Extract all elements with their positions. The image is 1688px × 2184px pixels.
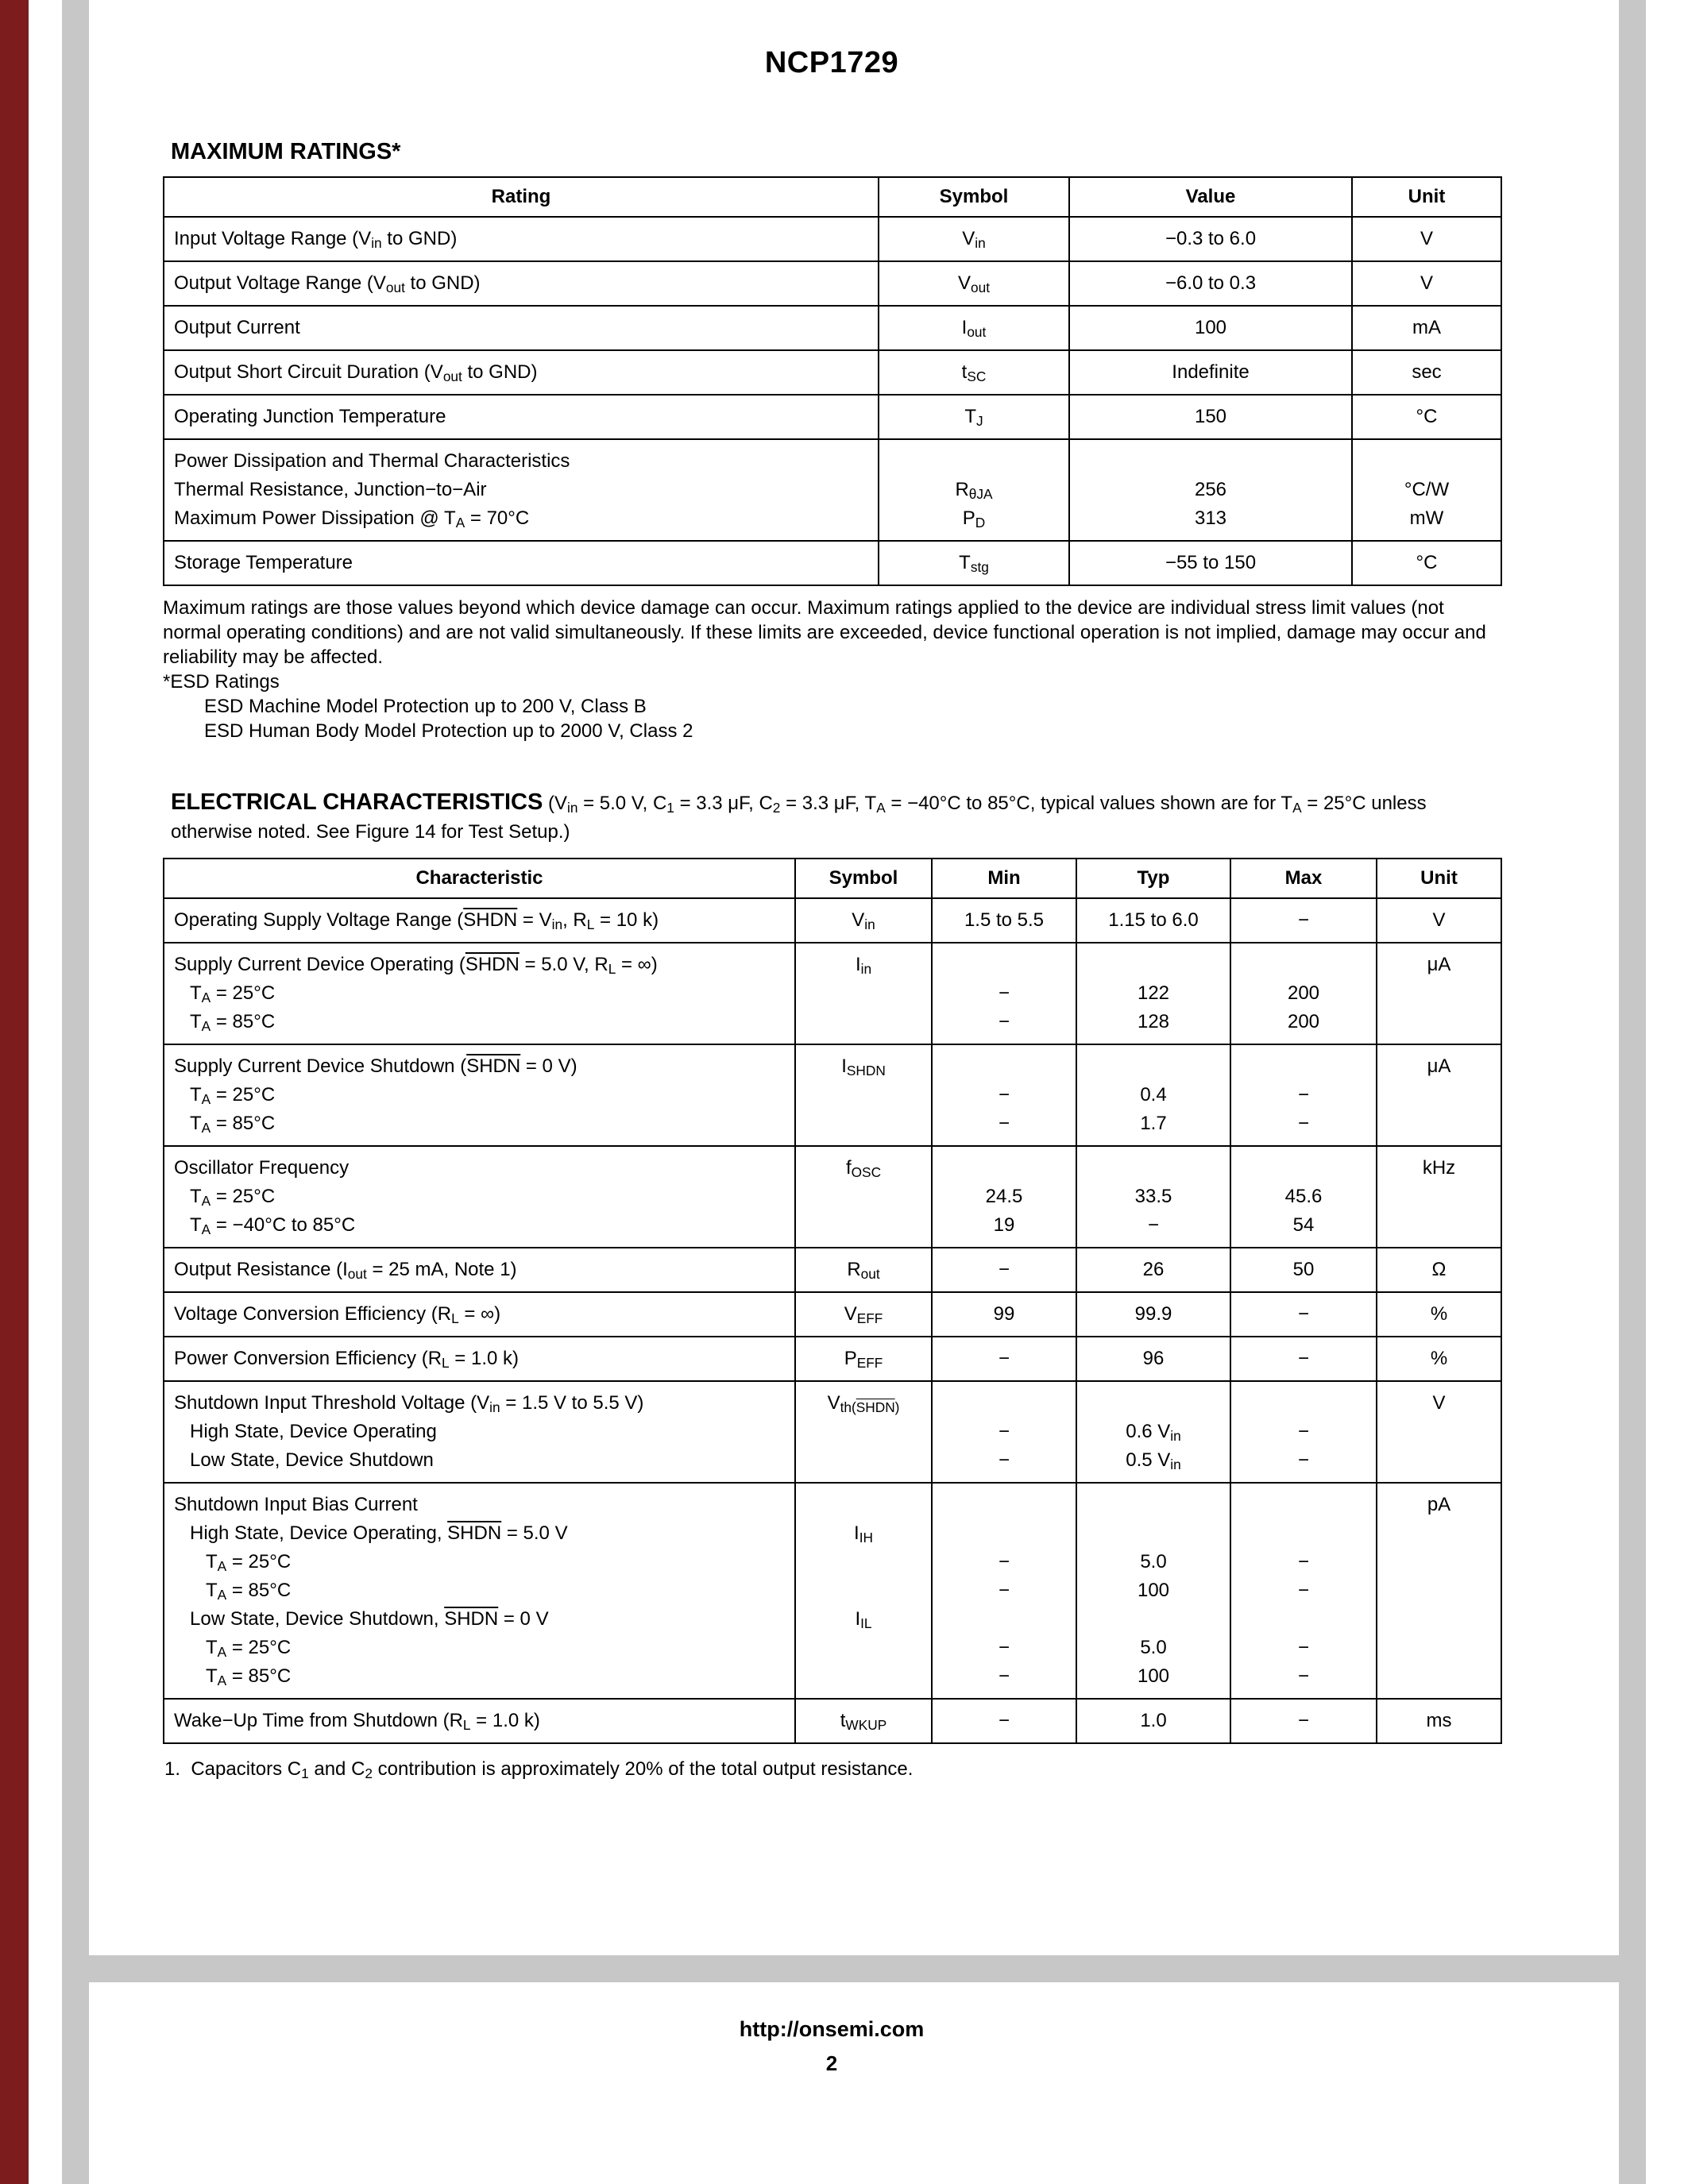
value-cell: −0.3 to 6.0 <box>1069 217 1352 261</box>
unit-cell: kHz <box>1377 1146 1501 1248</box>
typ-cell: 33.5 − <box>1076 1146 1230 1248</box>
unit-cell: % <box>1377 1337 1501 1381</box>
symbol-cell: $V_{EFF}$ <box>795 1292 932 1337</box>
max-cell: 50 <box>1230 1248 1377 1292</box>
onsemi-url-link[interactable]: http://onsemi.com <box>739 2017 925 2041</box>
unit-cell: V <box>1377 898 1501 943</box>
typ-cell: 1.0 <box>1076 1699 1230 1743</box>
max-ratings-note: Maximum ratings are those values beyond which device damage can occur. Maximum ratings applied to the device are individual stress limit values (not normal operating conditions) and are not valid simultaneously. If these limits are exceeded, device functional operation is not implied, damage may occur and reliability may be affected. <box>163 597 1486 668</box>
symbol-cell: $T_J$ <box>879 395 1069 439</box>
symbol-cell: $t_{SC}$ <box>879 350 1069 395</box>
max-cell: − <box>1230 1699 1377 1743</box>
max-ratings-row <box>164 261 1501 306</box>
ec-row <box>164 1248 1501 1292</box>
ec-row <box>164 898 1501 943</box>
unit-cell: % <box>1377 1292 1501 1337</box>
min-cell: − <box>932 1699 1076 1743</box>
min-cell: 24.5 19 <box>932 1146 1076 1248</box>
esd-human-body-note: ESD Human Body Model Protection up to 2000 V, Class 2 <box>204 720 693 742</box>
typ-cell: 1.15 to 6.0 <box>1076 898 1230 943</box>
unit-cell: μA <box>1377 943 1501 1044</box>
max-ratings-row <box>164 395 1501 439</box>
unit-cell: V <box>1352 217 1501 261</box>
col-header-symbol: Symbol <box>879 177 1069 217</box>
col-header-value: Value <box>1069 177 1352 217</box>
rating-cell: Power Dissipation and Thermal Characteristics Thermal Resistance, Junction−to−Air Maximum Power Dissipation @ $T_A = 70^\circ C$ <box>164 439 879 541</box>
characteristic-cell: Power Conversion Efficiency ($R_L = 1.0$ k) <box>164 1337 795 1381</box>
typ-cell: 122 128 <box>1076 943 1230 1044</box>
ec-row <box>164 1699 1501 1743</box>
unit-cell: μA <box>1377 1044 1501 1146</box>
value-cell: −6.0 to 0.3 <box>1069 261 1352 306</box>
max-ratings-heading: MAXIMUM RATINGS* <box>171 139 401 164</box>
max-cell: − <box>1230 1292 1377 1337</box>
rating-cell: Operating Junction Temperature <box>164 395 879 439</box>
electrical-characteristics-heading <box>171 788 1501 847</box>
page-footer <box>163 2017 1501 2076</box>
col-header-unit: Unit <box>1352 177 1501 217</box>
scan-edge-right-bar <box>1619 0 1646 2184</box>
col-header-symbol: Symbol <box>795 859 932 898</box>
value-cell: 100 <box>1069 306 1352 350</box>
scan-edge-left-bar <box>62 0 89 2184</box>
symbol-cell: $I_{IH}$ $I_{IL}$ <box>795 1483 932 1699</box>
unit-cell: ms <box>1377 1699 1501 1743</box>
ec-row <box>164 1483 1501 1699</box>
characteristic-cell: Shutdown Input Threshold Voltage ($V_{in} = 1.5$ V to 5.5 V) High State, Device Operating Low State, Device Shutdown <box>164 1381 795 1483</box>
max-cell: − − − − <box>1230 1483 1377 1699</box>
page-title: NCP1729 <box>764 46 899 79</box>
max-ratings-row <box>164 217 1501 261</box>
max-cell: − − <box>1230 1381 1377 1483</box>
rating-cell: Storage Temperature <box>164 541 879 585</box>
table-footnote: 1. Capacitors $C_1$ and $C_2$ contribution is approximately 20% of the total output resistance. <box>164 1758 914 1781</box>
min-cell: − − <box>932 1044 1076 1146</box>
characteristic-cell: Operating Supply Voltage Range (SHDN = $V_{in}$, $R_L = 10$ k) <box>164 898 795 943</box>
esd-ratings-heading: *ESD Ratings <box>163 671 280 693</box>
col-header-unit: Unit <box>1377 859 1501 898</box>
symbol-cell: $V_{in}$ <box>795 898 932 943</box>
symbol-cell: $P_{EFF}$ <box>795 1337 932 1381</box>
max-cell: − <box>1230 1337 1377 1381</box>
value-cell: 256 313 <box>1069 439 1352 541</box>
unit-cell: °C <box>1352 395 1501 439</box>
min-cell: − <box>932 1248 1076 1292</box>
symbol-cell: $R_{out}$ <box>795 1248 932 1292</box>
typ-cell: 0.6 $V_{in}$ 0.5 $V_{in}$ <box>1076 1381 1230 1483</box>
col-header-max: Max <box>1230 859 1377 898</box>
typ-cell: 26 <box>1076 1248 1230 1292</box>
characteristic-cell: Wake−Up Time from Shutdown ($R_L = 1.0$ k) <box>164 1699 795 1743</box>
characteristic-cell: Output Resistance ($I_{out} = 25$ mA, Note 1) <box>164 1248 795 1292</box>
ec-row <box>164 1381 1501 1483</box>
col-header-rating: Rating <box>164 177 879 217</box>
rating-cell: Output Current <box>164 306 879 350</box>
min-cell: − <box>932 1337 1076 1381</box>
electrical-characteristics-conditions: ($V_{in} = 5.0$ V, $C_1 = 3.3$ μF, $C_2 = 3.3$ μF, $T_A = -40^\circ C$ to 85°C, typical values shown are for $T_A = 25^\circ C$ unless otherwise noted. See Figure 14 for Test Setup.) <box>171 793 1427 843</box>
ec-header-row <box>164 859 1501 898</box>
max-cell: − − <box>1230 1044 1377 1146</box>
typ-cell: 96 <box>1076 1337 1230 1381</box>
min-cell: − − <box>932 1381 1076 1483</box>
value-cell: 150 <box>1069 395 1352 439</box>
ec-row <box>164 1044 1501 1146</box>
unit-cell: V <box>1352 261 1501 306</box>
ec-row <box>164 1337 1501 1381</box>
max-ratings-row <box>164 306 1501 350</box>
unit-cell: mA <box>1352 306 1501 350</box>
symbol-cell: $I_{SHDN}$ <box>795 1044 932 1146</box>
symbol-cell: $V_{in}$ <box>879 217 1069 261</box>
symbol-cell: $I_{out}$ <box>879 306 1069 350</box>
max-ratings-row <box>164 350 1501 395</box>
unit-cell: °C <box>1352 541 1501 585</box>
max-ratings-row <box>164 541 1501 585</box>
unit-cell: sec <box>1352 350 1501 395</box>
col-header-characteristic: Characteristic <box>164 859 795 898</box>
characteristic-cell: Supply Current Device Operating (SHDN = 5.0 V, $R_L$ = ∞) $T_A = 25^\circ C$ $T_A = 85^\circ C$ <box>164 943 795 1044</box>
typ-cell: 99.9 <box>1076 1292 1230 1337</box>
symbol-cell: $T_{stg}$ <box>879 541 1069 585</box>
ec-row <box>164 943 1501 1044</box>
characteristic-cell: Oscillator Frequency $T_A = 25^\circ C$ $T_A = -40^\circ C$ to 85°C <box>164 1146 795 1248</box>
rating-cell: Input Voltage Range ($V_{in}$ to GND) <box>164 217 879 261</box>
min-cell: − − − − <box>932 1483 1076 1699</box>
ec-row <box>164 1146 1501 1248</box>
symbol-cell: $I_{in}$ <box>795 943 932 1044</box>
esd-machine-model-note: ESD Machine Model Protection up to 200 V, Class B <box>204 696 647 717</box>
typ-cell: 0.4 1.7 <box>1076 1044 1230 1146</box>
unit-cell: Ω <box>1377 1248 1501 1292</box>
min-cell: 99 <box>932 1292 1076 1337</box>
electrical-characteristics-title: ELECTRICAL CHARACTERISTICS <box>171 789 543 815</box>
value-cell: Indefinite <box>1069 350 1352 395</box>
col-header-min: Min <box>932 859 1076 898</box>
page-number: 2 <box>825 2051 838 2075</box>
scan-edge-bottom-bar <box>62 1955 1646 1982</box>
min-cell: − − <box>932 943 1076 1044</box>
scan-edge-red-bar <box>0 0 29 2184</box>
max-ratings-table <box>163 176 1502 586</box>
max-cell: 200 200 <box>1230 943 1377 1044</box>
unit-cell: V <box>1377 1381 1501 1483</box>
page-content <box>163 46 1501 1781</box>
characteristic-cell: Supply Current Device Shutdown (SHDN = 0 V) $T_A = 25^\circ C$ $T_A = 85^\circ C$ <box>164 1044 795 1146</box>
typ-cell: 5.0 100 5.0 100 <box>1076 1483 1230 1699</box>
symbol-cell: $V_{th(SHDN)}$ <box>795 1381 932 1483</box>
min-cell: 1.5 to 5.5 <box>932 898 1076 943</box>
rating-cell: Output Short Circuit Duration ($V_{out}$ to GND) <box>164 350 879 395</box>
max-ratings-row <box>164 439 1501 541</box>
characteristic-cell: Shutdown Input Bias Current High State, Device Operating, SHDN = 5.0 V $T_A = 25^\circ C$ $T_A = 85^\circ C$ Low State, Device Shutdown, SHDN = 0 V $T_A = 25^\circ C$ $T_A = 85^\circ C$ <box>164 1483 795 1699</box>
symbol-cell: $V_{out}$ <box>879 261 1069 306</box>
symbol-cell: $f_{OSC}$ <box>795 1146 932 1248</box>
col-header-typ: Typ <box>1076 859 1230 898</box>
rating-cell: Output Voltage Range ($V_{out}$ to GND) <box>164 261 879 306</box>
unit-cell: °C/W mW <box>1352 439 1501 541</box>
max-ratings-header-row <box>164 177 1501 217</box>
max-cell: − <box>1230 898 1377 943</box>
value-cell: −55 to 150 <box>1069 541 1352 585</box>
symbol-cell: $R_{\theta JA}$ $P_D$ <box>879 439 1069 541</box>
characteristic-cell: Voltage Conversion Efficiency ($R_L$ = ∞) <box>164 1292 795 1337</box>
unit-cell: pA <box>1377 1483 1501 1699</box>
symbol-cell: $t_{WKUP}$ <box>795 1699 932 1743</box>
ec-row <box>164 1292 1501 1337</box>
electrical-characteristics-table <box>163 858 1502 1744</box>
max-cell: 45.6 54 <box>1230 1146 1377 1248</box>
